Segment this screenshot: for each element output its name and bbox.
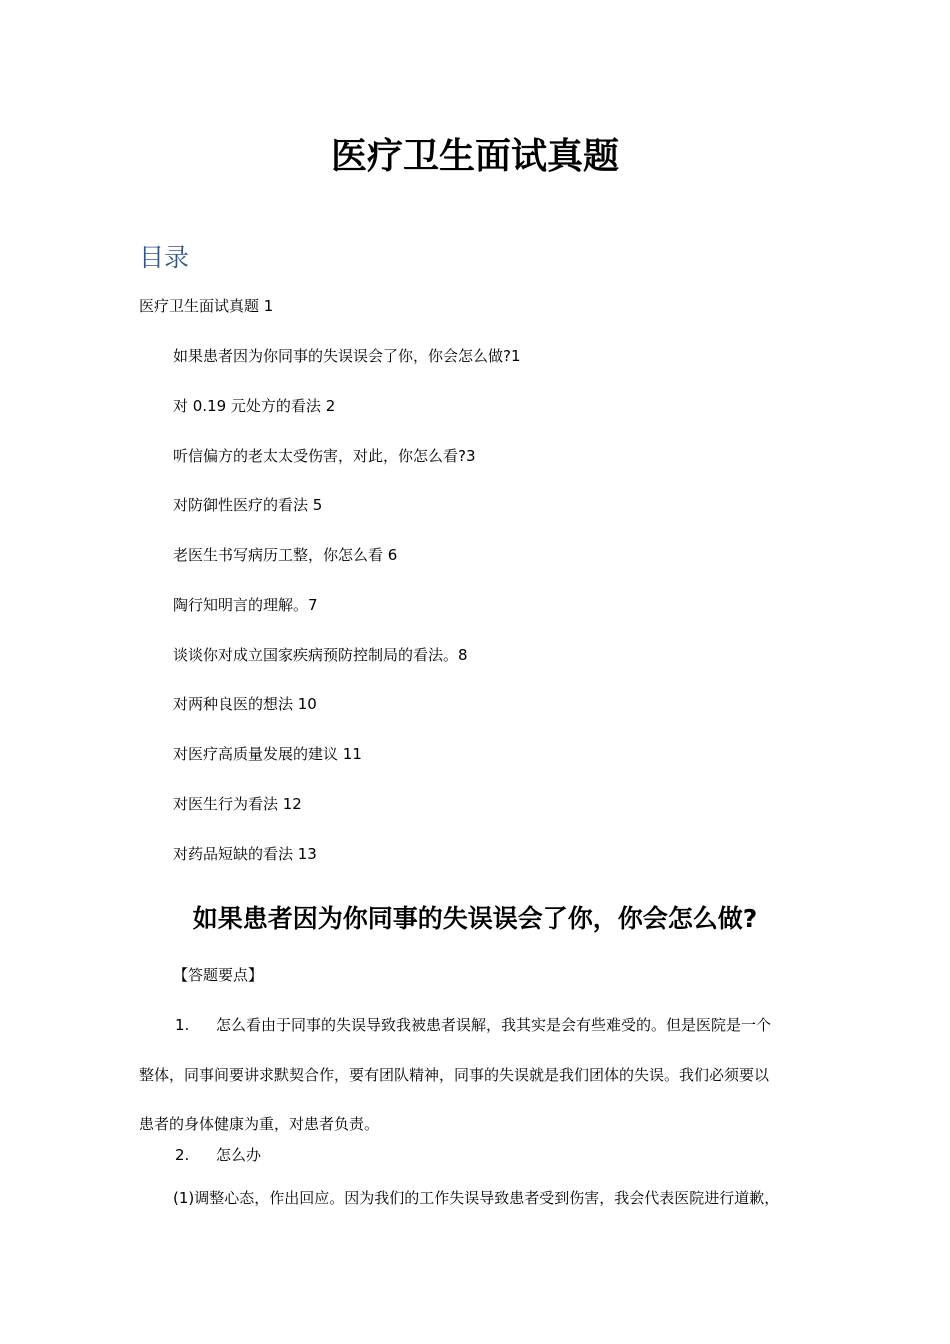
toc-item[interactable]: 对医疗高质量发展的建议 11 [173,745,362,763]
point-number: 2. [175,1146,190,1164]
toc-item[interactable]: 对 0.19 元处方的看法 2 [173,397,336,415]
toc-item[interactable]: 如果患者因为你同事的失误误会了你，你会怎么做?1 [173,347,521,365]
toc-item[interactable]: 对防御性医疗的看法 5 [173,496,323,514]
toc-item[interactable]: 谈谈你对成立国家疾病预防控制局的看法。8 [173,646,468,664]
point-paragraph-line: 患者的身体健康为重，对患者负责。 [139,1115,380,1133]
section-heading: 如果患者因为你同事的失误误会了你，你会怎么做? [192,904,758,933]
toc-item[interactable]: 对医生行为看法 12 [173,795,302,813]
toc-heading: 目录 [139,243,190,272]
toc-item[interactable]: 听信偏方的老太太受伤害，对此，你怎么看?3 [173,447,476,465]
point-paragraph-line: 整体，同事间要讲求默契合作，要有团队精神，同事的失误就是我们团体的失误。我们必须要以 [139,1066,770,1084]
answer-label: 【答题要点】 [173,966,264,984]
document-title: 医疗卫生面试真题 [330,136,619,177]
toc-item[interactable]: 对两种良医的想法 10 [173,695,317,713]
toc-item[interactable]: 对药品短缺的看法 13 [173,845,317,863]
sub-point-paragraph: (1)调整心态，作出回应。因为我们的工作失误导致患者受到伤害，我会代表医院进行道歉， [173,1189,780,1207]
point-number: 1. [175,1016,190,1034]
toc-item[interactable]: 老医生书写病历工整，你怎么看 6 [173,546,398,564]
toc-item[interactable]: 医疗卫生面试真题 1 [139,297,274,315]
toc-item[interactable]: 陶行知明言的理解。7 [173,596,318,614]
point-paragraph-line: 怎么看由于同事的失误导致我被患者误解，我其实是会有些难受的。但是医院是一个 [216,1016,772,1034]
point-heading: 怎么办 [216,1146,262,1164]
